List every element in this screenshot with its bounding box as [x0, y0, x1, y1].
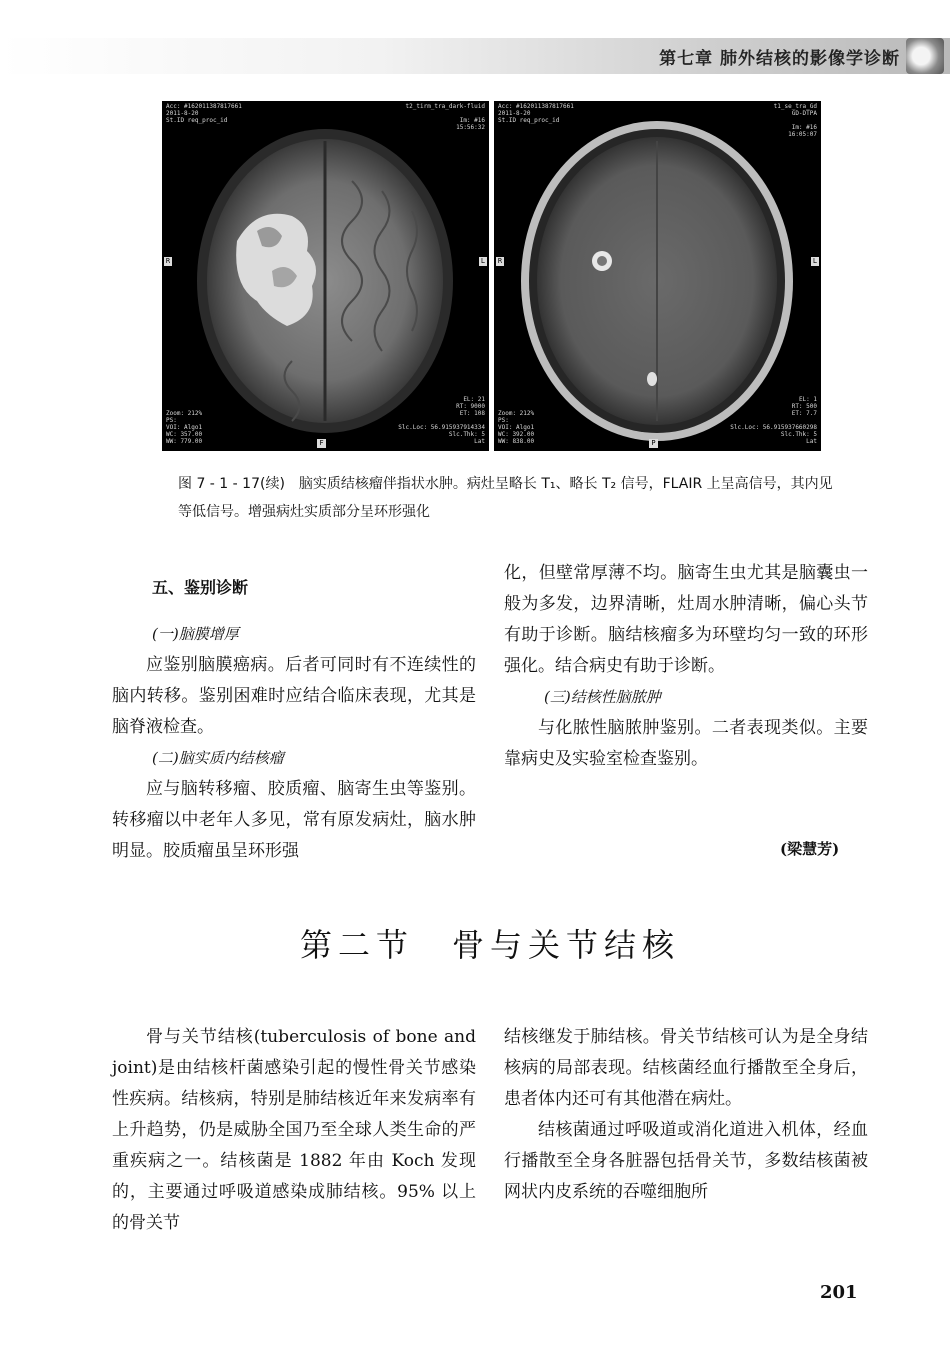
- orientation-marker-bottom: P: [649, 439, 658, 448]
- scan-info-top-left: Acc: #162011387817661 2011-8-20 St.ID req_proc_id: [166, 103, 242, 124]
- scan-info-bottom-right: EL: 21 RT: 9000 ET: 108 Slc.Loc: 56.915937914334 Slc.Thk: 5 Lat: [398, 396, 485, 445]
- subheading-tuberculoma: (二)脑实质内结核瘤: [152, 749, 284, 767]
- orientation-marker-bottom: F: [317, 439, 326, 448]
- scan-info-bottom-right: EL: 1 RT: 500 ET: 7.7 Slc.Loc: 56.915937660298 Slc.Thk: 5 Lat: [730, 396, 817, 445]
- paragraph-secondary: 结核继发于肺结核。骨关节结核可认为是全身结核病的局部表现。结核菌经血行播散至全身后，患者体内还可有其他潜在病灶。: [504, 1027, 868, 1109]
- paragraph-meningeal: 应鉴别脑膜癌病。后者可同时有不连续性的脑内转移。鉴别困难时应结合临床表现，尤其是脑脊液检查。: [112, 655, 476, 737]
- figure-number: 图 7 - 1 - 17(续): [178, 476, 285, 492]
- subheading-meningeal: (一)脑膜增厚: [152, 625, 239, 643]
- section-heading-differential: 五、鉴别诊断: [152, 578, 249, 597]
- author-credit: (梁慧芳): [780, 840, 840, 858]
- right-column-lower: [504, 1022, 868, 1208]
- left-column-lower: [112, 1022, 476, 1239]
- subheading-abscess: (三)结核性脑脓肿: [544, 688, 661, 706]
- paragraph-continued: 化，但壁常厚薄不均。脑寄生虫尤其是脑囊虫一般为多发，边界清晰，灶周水肿清晰，偏心头节有助于诊断。脑结核瘤多为环壁均匀一致的环形强化。结合病史有助于诊断。: [504, 563, 868, 676]
- figure-caption-text: 脑实质结核瘤伴指状水肿。病灶呈略长 T₁、略长 T₂ 信号，FLAIR 上呈高信号，其内见等低信号。增强病灶实质部分呈环形强化: [178, 476, 833, 520]
- left-column-upper: [112, 572, 476, 867]
- page-number: 201: [820, 1282, 858, 1303]
- scan-info-top-right: t1_se_tra_Gd GD-DTPA Im: #16 16:05:07: [773, 103, 817, 138]
- orientation-marker-left: R: [165, 257, 171, 265]
- section-title: 第二节 骨与关节结核: [300, 926, 681, 964]
- orientation-marker-right: L: [812, 257, 818, 265]
- right-column-upper: [504, 558, 868, 775]
- orientation-marker-left: R: [497, 257, 503, 265]
- mri-image-flair: [162, 101, 489, 451]
- scan-info-top-right: t2_tirm_tra_dark-fluid Im: #16 15:56:32: [405, 103, 485, 131]
- figure-caption: [178, 470, 838, 526]
- scan-info-bottom-left: Zoom: 212% PS: VOI: Algo1 WC: 357.00 WW: 779.00: [166, 410, 203, 445]
- orientation-marker-right: L: [480, 257, 486, 265]
- paragraph-infection-route: 结核菌通过呼吸道或消化道进入机体，经血行播散至全身各脏器包括骨关节，多数结核菌被网状内皮系统的吞噬细胞所: [504, 1120, 868, 1202]
- paragraph-bone-joint-intro: 骨与关节结核(tuberculosis of bone and joint)是由结核杆菌感染引起的慢性骨关节感染性疾病。结核病，特别是肺结核近年来发病率有上升趋势，仍是威胁全国乃至全球人类生命的严重疾病之一。结核菌是 1882 年由 Koch 发现的，主要通过呼吸道感染成肺结核。95% 以上的骨关节: [112, 1027, 476, 1233]
- mri-image-t1-contrast: [494, 101, 821, 451]
- paragraph-abscess: 与化脓性脑脓肿鉴别。二者表现类似。主要靠病史及实验室检查鉴别。: [504, 718, 868, 769]
- paragraph-tuberculoma: 应与脑转移瘤、胶质瘤、脑寄生虫等鉴别。转移瘤以中老年人多见，常有原发病灶，脑水肿明显。胶质瘤虽呈环形强: [112, 779, 476, 861]
- scan-info-top-left: Acc: #162011387817661 2011-8-20 St.ID req_proc_id: [498, 103, 574, 124]
- header-emblem: [906, 38, 944, 74]
- chapter-header: 第七章 肺外结核的影像学诊断: [659, 49, 900, 69]
- scan-info-bottom-left: Zoom: 212% PS: VOI: Algo1 WC: 392.00 WW: 838.00: [498, 410, 535, 445]
